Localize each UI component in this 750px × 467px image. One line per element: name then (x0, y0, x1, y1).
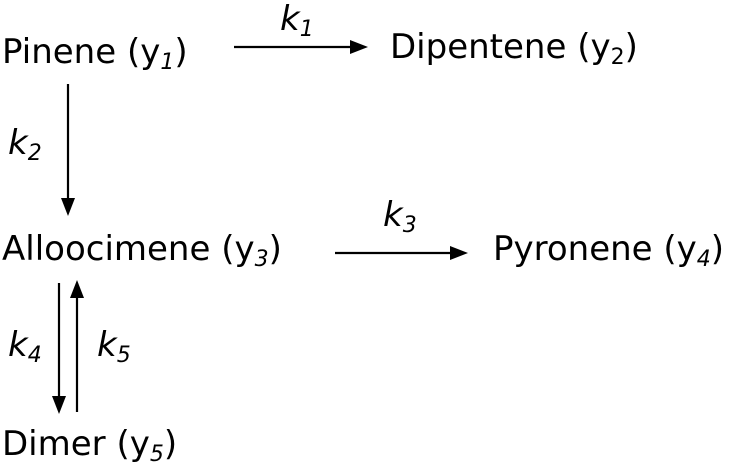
arrow-k1 (234, 40, 368, 54)
rate-k5-letter: k (97, 325, 117, 365)
node-pinene-subscript: 1 (160, 50, 175, 75)
node-pinene-close: ) (174, 32, 188, 72)
rate-k3-subscript: 3 (402, 213, 417, 238)
node-alloocimene-subscript: 3 (254, 247, 269, 272)
arrow-k2 (61, 84, 75, 216)
node-pyronene-close: ) (710, 229, 725, 269)
rate-k3-letter: k (383, 195, 403, 235)
node-alloocimene-close: ) (268, 229, 282, 269)
node-alloocimene-name: Alloocimene (y (2, 229, 255, 269)
rate-k2-letter: k (8, 123, 28, 163)
arrow-k4 (52, 283, 66, 414)
rate-k4-subscript: 4 (27, 343, 42, 368)
arrow-k5 (70, 280, 84, 412)
node-dimer-name: Dimer (y (2, 424, 150, 464)
rate-k1-letter: k (280, 0, 300, 39)
node-dipentene-subscript: 2 (610, 45, 625, 70)
node-dipentene-name: Dipentene (y (390, 27, 611, 67)
node-dimer-close: ) (163, 424, 178, 464)
rate-k5-subscript: 5 (116, 343, 131, 368)
node-dipentene-close: ) (624, 27, 638, 67)
arrow-k3 (335, 246, 468, 260)
node-pyronene-name: Pyronene (y (493, 229, 697, 269)
node-pinene-name: Pinene (y (2, 32, 161, 72)
rate-k1-subscript: 1 (299, 17, 314, 42)
node-pyronene-subscript: 4 (696, 247, 711, 272)
node-dimer-subscript: 5 (149, 442, 164, 467)
rate-k2-subscript: 2 (27, 141, 42, 166)
rate-k4-letter: k (8, 325, 28, 365)
